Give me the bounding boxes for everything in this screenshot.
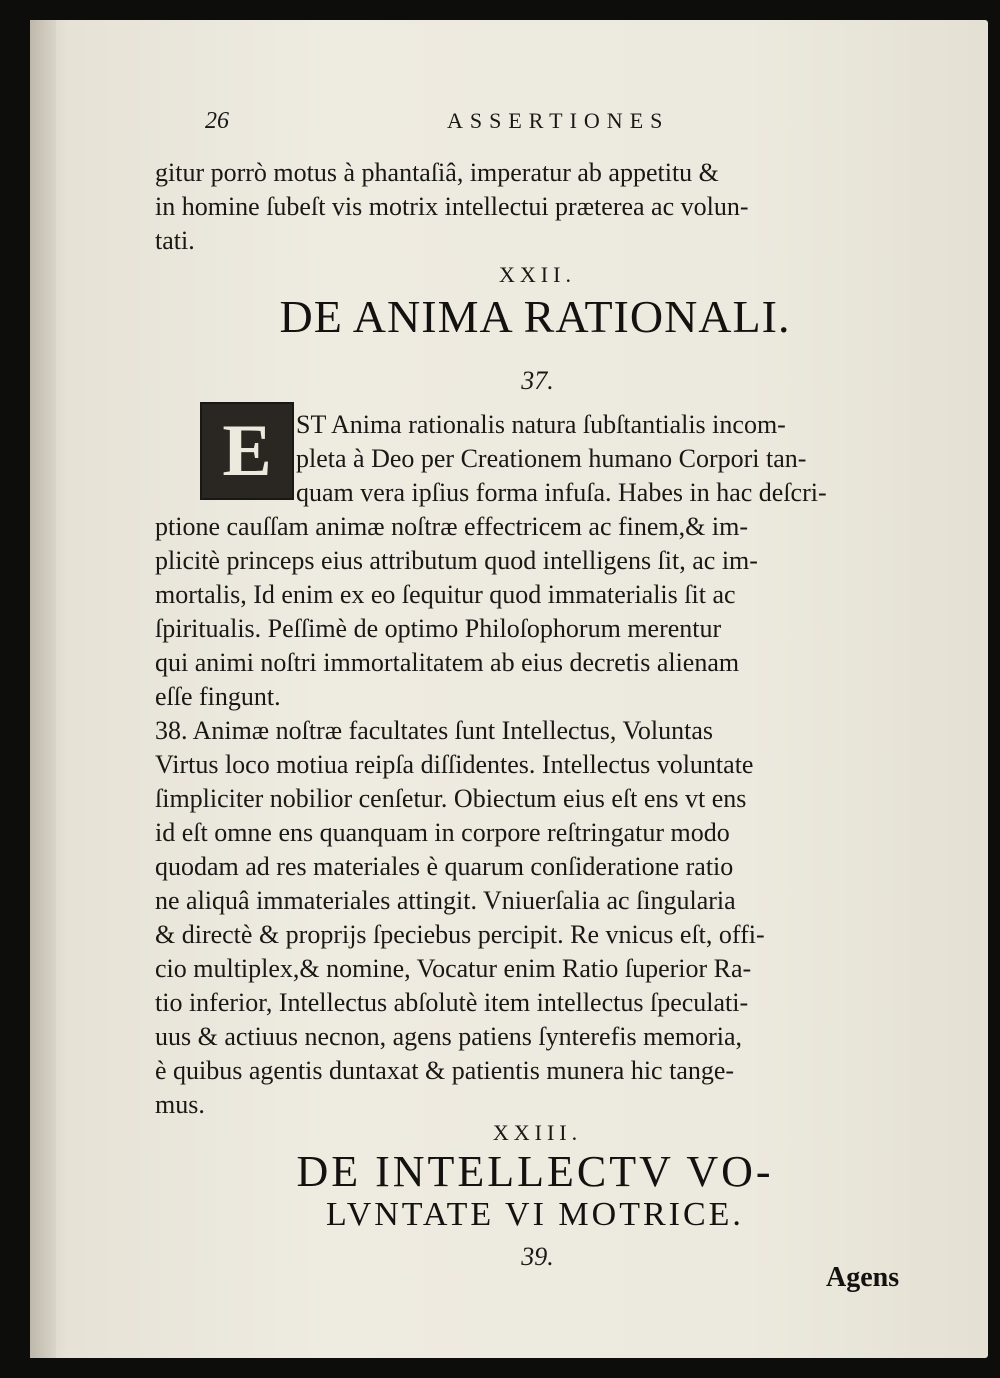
running-title: ASSERTIONES bbox=[447, 108, 670, 133]
section-title-line: DE INTELLECTV VO- bbox=[296, 1147, 774, 1196]
text-line: eſſe fingunt. bbox=[155, 682, 281, 711]
section-title: DE ANIMA RATIONALI. bbox=[279, 291, 791, 342]
text-line: quodam ad res materiales è quarum conſideratione ratio bbox=[155, 852, 734, 881]
article-number: 37. bbox=[521, 366, 554, 395]
text-line: mortalis, Id enim ex eo ſequitur quod immaterialis ſit ac bbox=[155, 580, 736, 609]
initial-letter: E bbox=[222, 409, 272, 492]
text-line: id eſt omne ens quanquam in corpore reſtringatur modo bbox=[155, 818, 730, 847]
text-line: in homine ſubeſt vis motrix intellectui præterea ac volun- bbox=[155, 192, 749, 221]
catchword: Agens bbox=[826, 1262, 900, 1293]
article-number: 39. bbox=[521, 1242, 554, 1271]
text-line: qui animi noſtri immortalitatem ab eius decretis alienam bbox=[155, 648, 740, 677]
text-line: gitur porrò motus à phantaſiâ, imperatur ab appetitu & bbox=[155, 158, 719, 187]
text-line: ſimpliciter nobilior cenſetur. Obiectum eius eſt ens vt ens bbox=[155, 784, 747, 813]
text-line: quam vera ipſius forma infuſa. Habes in hac deſcri- bbox=[296, 478, 827, 507]
text-line: ne aliquâ immateriales attingit. Vniuerſalia ac ſingularia bbox=[155, 886, 736, 915]
text-line: pleta à Deo per Creationem humano Corpori tan- bbox=[296, 444, 807, 473]
section-title-line: LVNTATE VI MOTRICE. bbox=[326, 1196, 744, 1233]
text-line: plicitè princeps eius attributum quod intelligens ſit, ac im- bbox=[155, 546, 758, 575]
page-number: 26 bbox=[205, 108, 229, 134]
text-line: ſpiritualis. Peſſimè de optimo Philoſophorum merentur bbox=[155, 614, 722, 643]
text-line: 38. Animæ noſtræ facultates ſunt Intellectus, Voluntas bbox=[155, 716, 713, 745]
section-number: XXIII. bbox=[492, 1120, 583, 1145]
text-line: & directè & proprijs ſpeciebus percipit. Re vnicus eſt, offi- bbox=[155, 920, 765, 949]
page-gutter bbox=[30, 20, 56, 1358]
decorated-initial bbox=[200, 402, 294, 500]
text-line: ptione cauſſam animæ noſtræ effectricem ac finem,& im- bbox=[155, 512, 748, 541]
text-line: tio inferior, Intellectus abſolutè item intellectus ſpeculati- bbox=[155, 988, 749, 1017]
running-header bbox=[175, 102, 695, 142]
text-line: tati. bbox=[155, 226, 195, 255]
text-line: Virtus loco motiua reipſa diſſidentes. Intellectus voluntate bbox=[155, 750, 754, 779]
text-line: ST Anima rationalis natura ſubſtantialis incom- bbox=[296, 410, 786, 439]
text-line: è quibus agentis duntaxat & patientis munera hic tange- bbox=[155, 1056, 735, 1085]
text-line: uus & actiuus necnon, agens patiens ſynterefis memoria, bbox=[155, 1022, 743, 1051]
text-line: mus. bbox=[155, 1090, 205, 1119]
text-line: cio multiplex,& nomine, Vocatur enim Ratio ſuperior Ra- bbox=[155, 954, 752, 983]
section-number: XXII. bbox=[499, 262, 576, 287]
